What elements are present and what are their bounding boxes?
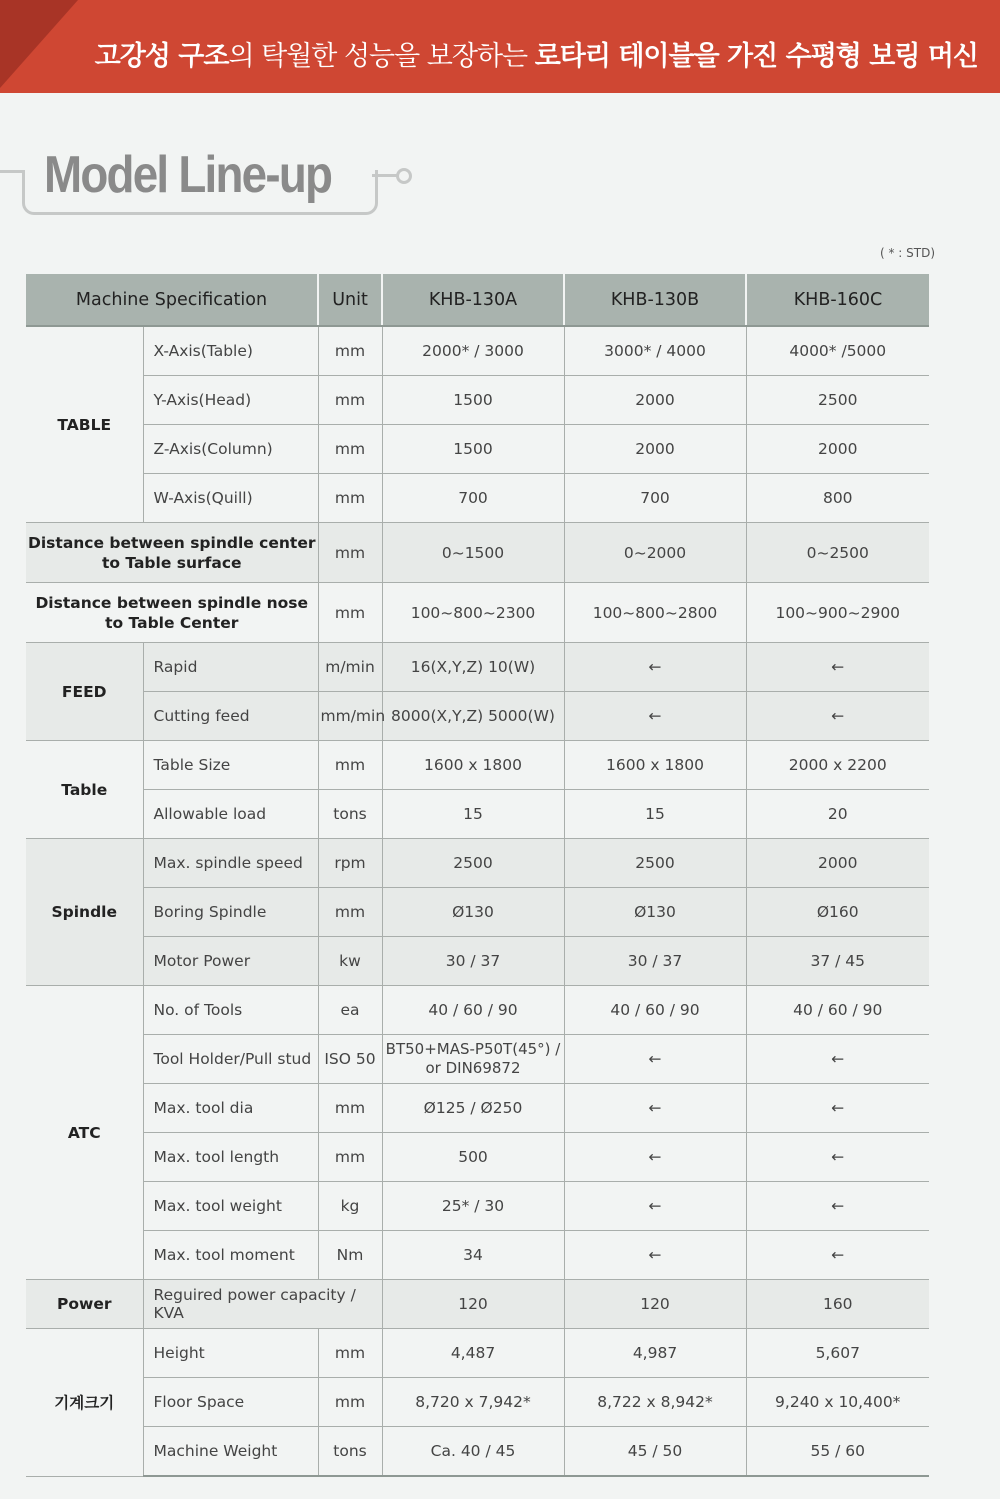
unit-cell: mm xyxy=(318,376,382,425)
value-cell: 2000 xyxy=(746,839,929,888)
banner-title-bold: 고강성 구조 xyxy=(94,41,229,72)
table-row xyxy=(26,643,929,692)
value-cell: 0~2000 xyxy=(564,523,746,583)
title-bracket-dot xyxy=(396,168,412,184)
same-as-left-arrow: ← xyxy=(746,692,929,741)
spec-label: Distance between spindle nose to Table Center xyxy=(26,583,318,643)
table-row xyxy=(26,1231,929,1280)
value-cell: 40 / 60 / 90 xyxy=(382,986,564,1035)
same-as-left-arrow: ← xyxy=(564,1133,746,1182)
unit-cell: kw xyxy=(318,937,382,986)
table-row xyxy=(26,937,929,986)
spec-label: Z-Axis(Column) xyxy=(143,425,318,474)
value-cell: 1600 x 1800 xyxy=(564,741,746,790)
same-as-left-arrow: ← xyxy=(746,1182,929,1231)
same-as-left-arrow: ← xyxy=(746,1084,929,1133)
same-as-left-arrow: ← xyxy=(564,643,746,692)
value-cell: 3000* / 4000 xyxy=(564,326,746,376)
value-cell: 8000(X,Y,Z) 5000(W) xyxy=(382,692,564,741)
value-cell: 37 / 45 xyxy=(746,937,929,986)
value-cell: Ca. 40 / 45 xyxy=(382,1427,564,1477)
header-model: KHB-130A xyxy=(382,274,564,326)
table-row xyxy=(26,986,929,1035)
value-cell: 25* / 30 xyxy=(382,1182,564,1231)
table-row xyxy=(26,1084,929,1133)
value-cell: 120 xyxy=(382,1280,564,1329)
std-note: ( * : STD) xyxy=(880,246,936,260)
title-bracket-line xyxy=(0,170,22,173)
value-cell: 2000 x 2200 xyxy=(746,741,929,790)
spec-label: Max. tool moment xyxy=(143,1231,318,1280)
value-cell: 9,240 x 10,400* xyxy=(746,1378,929,1427)
group-label: Table xyxy=(26,741,143,839)
group-label: TABLE xyxy=(26,326,143,523)
unit-cell: mm xyxy=(318,523,382,583)
table-row xyxy=(26,1035,929,1084)
unit-cell: mm xyxy=(318,326,382,376)
spec-label: Boring Spindle xyxy=(143,888,318,937)
value-cell: Ø160 xyxy=(746,888,929,937)
section-title: Model Line-up xyxy=(44,146,332,204)
table-row xyxy=(26,839,929,888)
unit-cell: tons xyxy=(318,790,382,839)
value-cell: 800 xyxy=(746,474,929,523)
group-label: ATC xyxy=(26,986,143,1280)
title-bracket-line xyxy=(372,174,398,177)
group-label: FEED xyxy=(26,643,143,741)
value-cell: 8,722 x 8,942* xyxy=(564,1378,746,1427)
table-row xyxy=(26,1182,929,1231)
value-cell: 100~900~2900 xyxy=(746,583,929,643)
value-cell: 100~800~2300 xyxy=(382,583,564,643)
value-cell: 16(X,Y,Z) 10(W) xyxy=(382,643,564,692)
spec-label: W-Axis(Quill) xyxy=(143,474,318,523)
value-cell: 1500 xyxy=(382,425,564,474)
value-cell: 2500 xyxy=(564,839,746,888)
spec-label: Max. tool dia xyxy=(143,1084,318,1133)
table-row xyxy=(26,692,929,741)
value-cell: 20 xyxy=(746,790,929,839)
value-cell: 2500 xyxy=(382,839,564,888)
spec-label: Max. tool length xyxy=(143,1133,318,1182)
spec-label: Max. tool weight xyxy=(143,1182,318,1231)
spec-label: Rapid xyxy=(143,643,318,692)
unit-cell: m/min xyxy=(318,643,382,692)
spec-label: Reguired power capacity / KVA xyxy=(143,1280,382,1329)
table-row xyxy=(26,425,929,474)
value-cell: 40 / 60 / 90 xyxy=(564,986,746,1035)
spec-label: X-Axis(Table) xyxy=(143,326,318,376)
table-row xyxy=(26,1280,929,1329)
banner-title-light: 의 탁월한 성능을 보장하는 xyxy=(228,41,535,72)
value-cell: 4,487 xyxy=(382,1329,564,1378)
value-cell: BT50+MAS-P50T(45°) / or DIN69872 xyxy=(382,1035,564,1084)
table-row xyxy=(26,790,929,839)
value-cell: 160 xyxy=(746,1280,929,1329)
banner-triangle-decoration xyxy=(0,0,78,88)
unit-cell: mm xyxy=(318,1133,382,1182)
value-cell: 1600 x 1800 xyxy=(382,741,564,790)
value-cell: 55 / 60 xyxy=(746,1427,929,1477)
spec-label: Allowable load xyxy=(143,790,318,839)
unit-cell: mm xyxy=(318,583,382,643)
table-row xyxy=(26,326,929,376)
unit-cell: mm xyxy=(318,741,382,790)
same-as-left-arrow: ← xyxy=(746,643,929,692)
unit-cell: mm xyxy=(318,1378,382,1427)
value-cell: 15 xyxy=(564,790,746,839)
same-as-left-arrow: ← xyxy=(564,1231,746,1280)
same-as-left-arrow: ← xyxy=(564,692,746,741)
value-cell: 2000 xyxy=(746,425,929,474)
value-cell: 2000 xyxy=(564,376,746,425)
table-header-row xyxy=(26,274,929,326)
spec-label: Machine Weight xyxy=(143,1427,318,1477)
table-row xyxy=(26,1329,929,1378)
same-as-left-arrow: ← xyxy=(564,1084,746,1133)
table-row xyxy=(26,741,929,790)
value-cell: 700 xyxy=(564,474,746,523)
spec-label: Motor Power xyxy=(143,937,318,986)
header-unit: Unit xyxy=(318,274,382,326)
value-cell: 4,987 xyxy=(564,1329,746,1378)
unit-cell: ea xyxy=(318,986,382,1035)
value-cell: 34 xyxy=(382,1231,564,1280)
group-label: Spindle xyxy=(26,839,143,986)
value-cell: 30 / 37 xyxy=(564,937,746,986)
value-cell: 0~1500 xyxy=(382,523,564,583)
spec-table xyxy=(26,274,929,1477)
value-cell: 4000* /5000 xyxy=(746,326,929,376)
unit-cell: mm xyxy=(318,474,382,523)
value-cell: 0~2500 xyxy=(746,523,929,583)
table-row xyxy=(26,888,929,937)
unit-cell: Nm xyxy=(318,1231,382,1280)
value-cell: 2000 xyxy=(564,425,746,474)
table-row xyxy=(26,1427,929,1477)
unit-cell: mm xyxy=(318,1084,382,1133)
group-label: Power xyxy=(26,1280,143,1329)
value-cell: Ø125 / Ø250 xyxy=(382,1084,564,1133)
table-row xyxy=(26,1378,929,1427)
header-spec: Machine Specification xyxy=(26,274,318,326)
banner-title xyxy=(95,34,978,73)
value-cell: 45 / 50 xyxy=(564,1427,746,1477)
unit-cell: mm xyxy=(318,425,382,474)
unit-cell: tons xyxy=(318,1427,382,1477)
spec-label: Table Size xyxy=(143,741,318,790)
value-cell: 2500 xyxy=(746,376,929,425)
header-banner xyxy=(0,0,1000,93)
value-cell: 1500 xyxy=(382,376,564,425)
value-cell: 15 xyxy=(382,790,564,839)
spec-label: Y-Axis(Head) xyxy=(143,376,318,425)
unit-cell: mm/min xyxy=(318,692,382,741)
value-cell: 8,720 x 7,942* xyxy=(382,1378,564,1427)
unit-cell: mm xyxy=(318,1329,382,1378)
banner-title-bold-2: 로타리 테이블을 가진 수평형 보링 머신 xyxy=(534,41,978,72)
value-cell: 2000* / 3000 xyxy=(382,326,564,376)
same-as-left-arrow: ← xyxy=(746,1133,929,1182)
unit-cell: ISO 50 xyxy=(318,1035,382,1084)
group-label: 기계크기 xyxy=(26,1329,143,1477)
value-cell: 30 / 37 xyxy=(382,937,564,986)
value-cell: 700 xyxy=(382,474,564,523)
value-cell: 500 xyxy=(382,1133,564,1182)
value-cell: Ø130 xyxy=(564,888,746,937)
same-as-left-arrow: ← xyxy=(564,1035,746,1084)
spec-label: Cutting feed xyxy=(143,692,318,741)
unit-cell: rpm xyxy=(318,839,382,888)
spec-label: No. of Tools xyxy=(143,986,318,1035)
same-as-left-arrow: ← xyxy=(564,1182,746,1231)
table-row xyxy=(26,376,929,425)
header-model: KHB-160C xyxy=(746,274,929,326)
table-row xyxy=(26,474,929,523)
table-row xyxy=(26,583,929,643)
value-cell: 100~800~2800 xyxy=(564,583,746,643)
same-as-left-arrow: ← xyxy=(746,1231,929,1280)
unit-cell: kg xyxy=(318,1182,382,1231)
spec-label: Max. spindle speed xyxy=(143,839,318,888)
spec-label: Tool Holder/Pull stud xyxy=(143,1035,318,1084)
spec-label: Distance between spindle center to Table surface xyxy=(26,523,318,583)
table-row xyxy=(26,523,929,583)
same-as-left-arrow: ← xyxy=(746,1035,929,1084)
value-cell: 5,607 xyxy=(746,1329,929,1378)
value-cell: 120 xyxy=(564,1280,746,1329)
table-row xyxy=(26,1133,929,1182)
spec-label: Height xyxy=(143,1329,318,1378)
header-model: KHB-130B xyxy=(564,274,746,326)
value-cell: 40 / 60 / 90 xyxy=(746,986,929,1035)
unit-cell: mm xyxy=(318,888,382,937)
value-cell: Ø130 xyxy=(382,888,564,937)
spec-label: Floor Space xyxy=(143,1378,318,1427)
